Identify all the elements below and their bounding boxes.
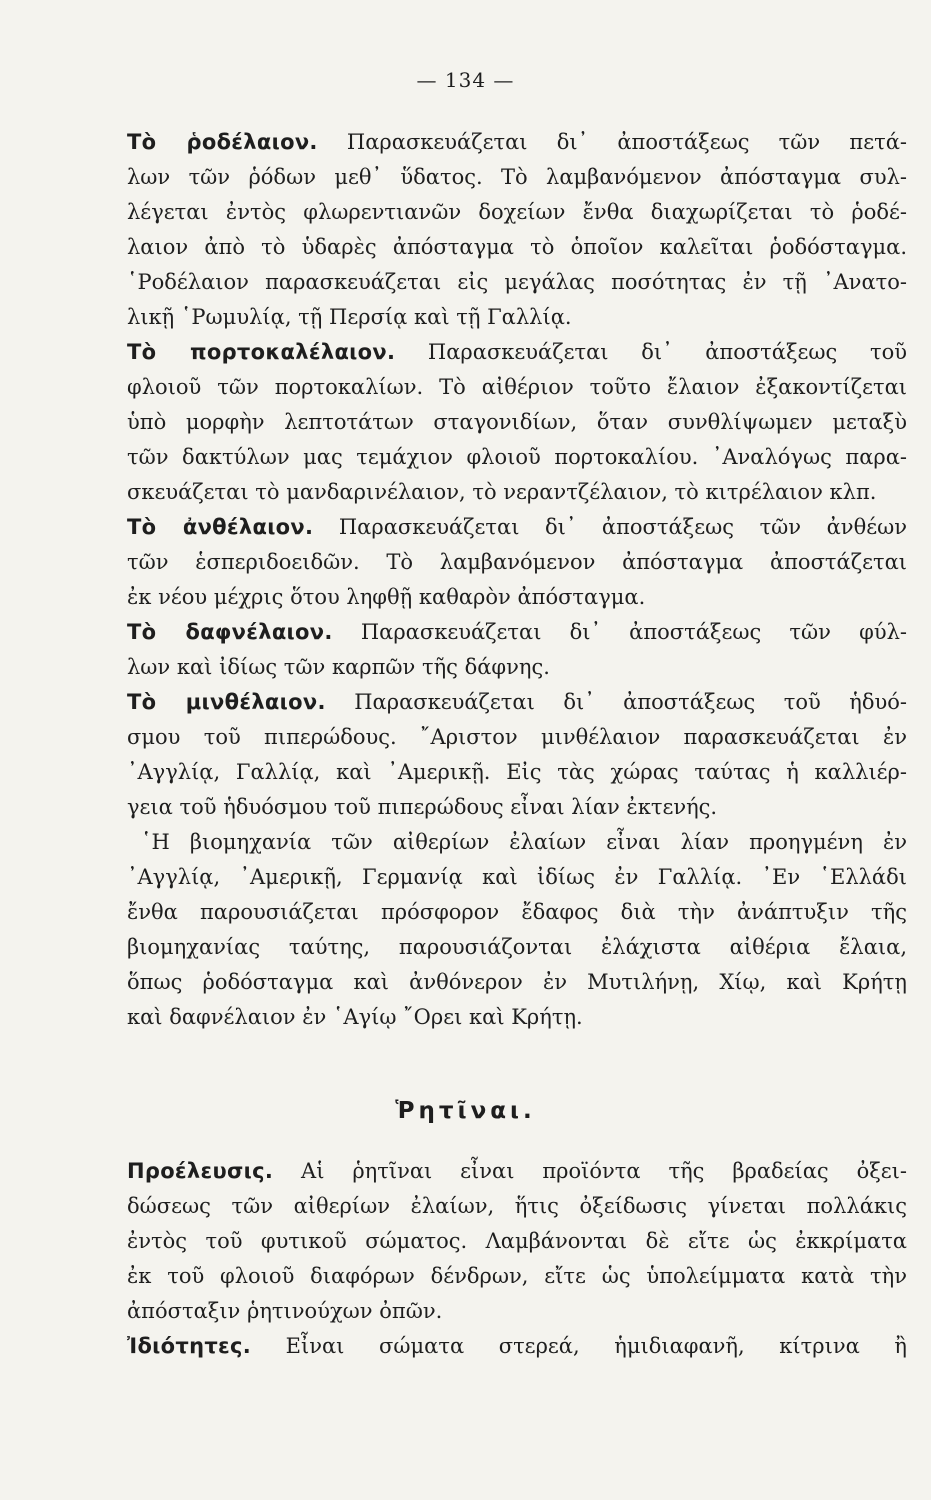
text-line (127, 580, 907, 615)
line-text: δώσεως τῶν αἰθερίων ἐλαίων, ἥτις ὀξείδωσις γίνεται πολλάκις (127, 1194, 907, 1218)
line-text: λων καὶ ἰδίως τῶν καρπῶν τῆς δάφνης. (127, 655, 550, 679)
line-text: Παρασκευάζεται δι᾽ ἀποστάξεως τοῦ (395, 340, 907, 364)
line-text: λων τῶν ῥόδων μεθ᾽ ὕδατος. Τὸ λαμβανόμενον ἀπόσταγμα συλ- (127, 165, 907, 189)
text-line (127, 895, 907, 930)
text-line (127, 125, 907, 160)
line-text: τῶν ἑσπεριδοειδῶν. Τὸ λαμβανόμενον ἀπόσταγμα ἀποστάζεται (127, 550, 907, 574)
line-text: τῶν δακτύλων μας τεμάχιον φλοιοῦ πορτοκαλίου. ᾿Αναλόγως παρα- (127, 445, 907, 469)
term-heading: Προέλευσις. (127, 1159, 274, 1183)
line-text: σμου τοῦ πιπερώδους. ῎Αριστον μινθέλαιον παρασκευάζεται ἐν (127, 725, 907, 749)
line-text: ῾Ροδέλαιον παρασκευάζεται εἰς μεγάλας ποσότητας ἐν τῇ ᾿Ανατο- (127, 270, 907, 294)
text-line (127, 475, 907, 510)
text-line (127, 755, 907, 790)
text-line (127, 1154, 907, 1189)
term-heading: Τὸ πορτοκαλέλαιον. (127, 340, 396, 364)
line-text: Εἶναι σώματα στερεά, ἡμιδιαφανῆ, κίτρινα ἢ (251, 1334, 907, 1358)
line-text: Αἱ ῥητῖναι εἶναι προϊόντα τῆς βραδείας ὀξει- (273, 1159, 907, 1183)
text-line (127, 860, 907, 895)
line-text: ᾿Αγγλίᾳ, Γαλλίᾳ, καὶ ᾿Αμερικῇ. Εἰς τὰς χώρας ταύτας ἡ καλλιέρ- (127, 760, 907, 784)
line-text: ὅπως ῥοδόσταγμα καὶ ἀνθόνερον ἐν Μυτιλήνῃ, Χίῳ, καὶ Κρήτῃ (127, 970, 907, 994)
line-text: ἔνθα παρουσιάζεται πρόσφορον ἔδαφος διὰ τὴν ἀνάπτυξιν τῆς (127, 900, 907, 924)
text-line (127, 405, 907, 440)
line-text: καὶ δαφνέλαιον ἐν ῾Αγίῳ ῎Ορει καὶ Κρήτῃ. (127, 1005, 583, 1029)
line-text: βιομηχανίας ταύτης, παρουσιάζονται ἐλάχιστα αἰθέρια ἔλαια, (127, 935, 907, 959)
term-heading: Τὸ δαφνέλαιον. (127, 620, 333, 644)
page-number: — 134 — (416, 68, 515, 92)
line-text: λέγεται ἐντὸς φλωρεντιανῶν δοχείων ἔνθα διαχωρίζεται τὸ ῥοδέ- (127, 200, 907, 224)
text-line (127, 1294, 907, 1329)
text-line (127, 370, 907, 405)
line-text: ὑπὸ μορφὴν λεπτοτάτων σταγονιδίων, ὅταν συνθλίψωμεν μεταξὺ (127, 410, 907, 434)
text-block-essential-oils (127, 125, 907, 1035)
text-line (127, 510, 907, 545)
text-line (127, 335, 907, 370)
text-line (127, 1189, 907, 1224)
line-text: ἐντὸς τοῦ φυτικοῦ σώματος. Λαμβάνονται δὲ εἴτε ὡς ἐκκρίματα (127, 1229, 907, 1253)
text-line (127, 545, 907, 580)
text-line (127, 440, 907, 475)
line-text: φλοιοῦ τῶν πορτοκαλίων. Τὸ αἰθέριον τοῦτο ἔλαιον ἐξακοντίζεται (127, 375, 907, 399)
line-text: ἐκ τοῦ φλοιοῦ διαφόρων δένδρων, εἴτε ὡς ὑπολείμματα κατὰ τὴν (127, 1264, 907, 1288)
text-line (127, 965, 907, 1000)
term-heading: Τὸ ῥοδέλαιον. (127, 130, 318, 154)
text-line (127, 230, 907, 265)
line-text: ῾Η βιομηχανία τῶν αἰθερίων ἐλαίων εἶναι λίαν προηγμένη ἐν (141, 830, 907, 854)
term-heading: Ἰδιότητες. (127, 1334, 252, 1358)
text-line (127, 160, 907, 195)
text-line (127, 615, 907, 650)
text-line (127, 1224, 907, 1259)
line-text: λικῇ ῾Ρωμυλίᾳ, τῇ Περσίᾳ καὶ τῇ Γαλλίᾳ. (127, 305, 572, 329)
line-text: Παρασκευάζεται δι᾽ ἀποστάξεως τῶν πετά- (317, 130, 907, 154)
term-heading: Τὸ ἀνθέλαιον. (127, 515, 314, 539)
text-line (127, 685, 907, 720)
line-text: γεια τοῦ ἡδυόσμου τοῦ πιπερώδους εἶναι λίαν ἐκτενής. (127, 795, 718, 819)
text-line (127, 825, 907, 860)
text-line (127, 195, 907, 230)
section-heading: Ῥητῖναι. (395, 1098, 536, 1124)
text-line (127, 1259, 907, 1294)
text-block-resins (127, 1154, 907, 1364)
line-text: Παρασκευάζεται δι᾽ ἀποστάξεως τοῦ ἡδυό- (325, 690, 908, 714)
line-text: Παρασκευάζεται δι᾽ ἀποστάξεως τῶν φύλ- (332, 620, 907, 644)
line-text: σκευάζεται τὸ μανδαρινέλαιον, τὸ νεραντζέλαιον, τὸ κιτρέλαιον κλπ. (127, 480, 877, 504)
text-line (127, 650, 907, 685)
text-line (127, 300, 907, 335)
line-text: ἐκ νέου μέχρις ὅτου ληφθῇ καθαρὸν ἀπόσταγμα. (127, 585, 646, 609)
text-line (127, 265, 907, 300)
line-text: ᾿Αγγλίᾳ, ᾿Αμερικῇ, Γερμανίᾳ καὶ ἰδίως ἐν Γαλλίᾳ. ᾿Εν ῾Ελλάδι (127, 865, 907, 889)
text-line (127, 930, 907, 965)
line-text: ἀπόσταξιν ῥητινούχων ὀπῶν. (127, 1299, 443, 1323)
text-line (127, 720, 907, 755)
line-text: Παρασκευάζεται δι᾽ ἀποστάξεως τῶν ἀνθέων (313, 515, 907, 539)
term-heading: Τὸ μινθέλαιον. (127, 690, 326, 714)
line-text: λαιον ἀπὸ τὸ ὑδαρὲς ἀπόσταγμα τὸ ὁποῖον καλεῖται ῥοδόσταγμα. (127, 235, 907, 259)
text-line (127, 790, 907, 825)
text-line (127, 1000, 907, 1035)
text-line (127, 1329, 907, 1364)
